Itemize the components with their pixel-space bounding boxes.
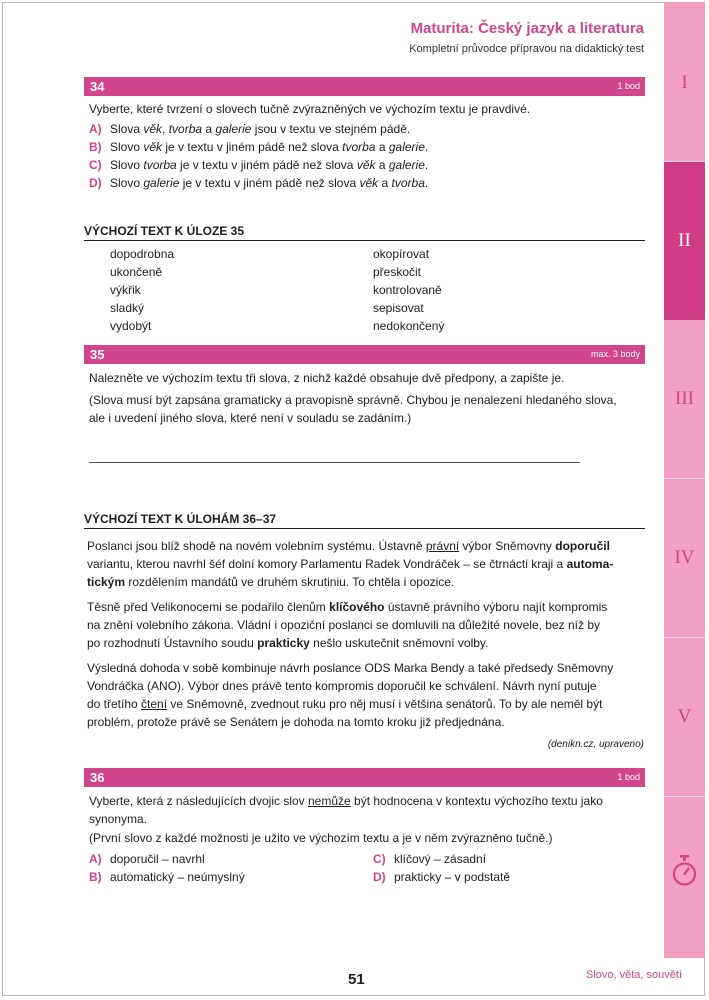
book-subtitle: Kompletní průvodce přípravou na didaktický test: [409, 43, 644, 55]
source-paragraph-2: Těsně před Velikonocemi se podařilo členům klíčového ústavně právního výboru najít kompromis na znění volebního zákona. Vládní i opoziční poslanci se domluvili na důležité novele, bez níž by po rozhodnutí Ústavního soudu prakticky nešlo uskutečnit sněmovní volby.: [87, 600, 608, 650]
tab-divider: [664, 796, 705, 797]
question-number: 36: [90, 770, 105, 785]
question-points: 1 bod: [617, 772, 640, 782]
question-points: 1 bod: [617, 81, 640, 91]
q36-option-b[interactable]: B) automatický – neúmyslný: [89, 870, 245, 884]
word-list-item: vydobýt: [110, 319, 152, 333]
q34-option-d[interactable]: D) Slovo galerie je v textu v jiném pádě než slova věk a tvorba.: [89, 176, 429, 190]
word-list-item: přeskočit: [373, 265, 422, 279]
question-36-prompt: Vyberte, která z následujících dvojic slov nemůže být hodnocena v kontextu výchozího textu jako synonyma.: [89, 794, 603, 826]
word-list-item: kontrolovaně: [373, 283, 442, 297]
stopwatch-icon[interactable]: [672, 854, 697, 888]
question-35-prompt: Nalezněte ve výchozím textu tři slova, z nichž každé obsahuje dvě předpony, a zapište je.: [89, 371, 565, 385]
question-36-header: [84, 768, 645, 787]
q34-option-c[interactable]: C) Slovo tvorba je v textu v jiném pádě než slova věk a galerie.: [89, 158, 429, 172]
chapter-name: Slovo, věta, souvětí: [586, 969, 682, 981]
q36-option-a[interactable]: A) doporučil – navrhl: [89, 852, 205, 866]
question-34-header: [84, 77, 645, 96]
word-list-item: okopírovat: [373, 247, 430, 261]
q34-option-b[interactable]: B) Slovo věk je v textu v jiném pádě než slova tvorba a galerie.: [89, 140, 429, 154]
tab-chapter-5[interactable]: V: [677, 706, 692, 727]
question-number: 34: [90, 79, 105, 94]
question-35-note: (Slova musí být zapsána gramaticky a pravopisně správně. Chybou je nenalezení hledaného slova,: [89, 393, 617, 407]
tab-chapter-4[interactable]: IV: [674, 547, 695, 568]
section-heading-36-37: VÝCHOZÍ TEXT K ÚLOHÁM 36–37: [84, 512, 645, 529]
book-title: Maturita: Český jazyk a literatura: [410, 20, 644, 37]
word-list-item: ukončeně: [110, 265, 163, 279]
word-list-item: sepisovat: [373, 301, 424, 315]
word-list-item: nedokončený: [373, 319, 445, 333]
question-35-note: ale i uvedení jiného slova, které není v souladu se zadáním.): [89, 411, 412, 425]
q34-option-a[interactable]: A) Slova věk, tvorba a galerie jsou v textu ve stejném pádě.: [89, 122, 411, 136]
chapter-tabs: [664, 2, 705, 958]
question-35-header: [84, 345, 645, 364]
word-list-item: sladký: [110, 301, 145, 315]
answer-line[interactable]: [89, 462, 580, 463]
q36-option-c[interactable]: C) klíčový – zásadní: [373, 852, 487, 866]
tab-chapter-3[interactable]: III: [675, 388, 694, 409]
question-36-note: (První slovo z každé možnosti je užito ve výchozím textu a je v něm zvýrazněno tučně.): [89, 831, 553, 845]
q36-option-d[interactable]: D) prakticky – v podstatě: [373, 870, 511, 884]
question-34-prompt: Vyberte, které tvrzení o slovech tučně zvýrazněných ve výchozím textu je pravdivé.: [89, 102, 531, 116]
tab-chapter-2[interactable]: II: [664, 162, 705, 320]
page-number: 51: [348, 971, 365, 988]
tab-chapter-1[interactable]: I: [681, 72, 688, 93]
word-list-item: dopodrobna: [110, 247, 175, 261]
source-paragraph-3: Výsledná dohoda v sobě kombinuje návrh poslance ODS Marka Bendy a také předsedy Sněmovny Vondráčka (ANO). Výbor dnes právě tento kompromis doporučil ke schválení. Návrh nyní putuje do třetího čtení ve Sněmovně, zvednout ruku pro něj musí i většina senátorů. To by ale neměl být problém, protože právě se Senátem je dohoda na tomto kroku již předjednána.: [87, 661, 614, 729]
question-points: max. 3 body: [590, 349, 640, 359]
section-heading-35: VÝCHOZÍ TEXT K ÚLOZE 35: [84, 224, 645, 241]
source-citation: (denikn.cz, upraveno): [547, 739, 644, 750]
question-number: 35: [90, 347, 105, 362]
word-list-item: výkřik: [110, 283, 141, 297]
source-paragraph-1: Poslanci jsou blíž shodě na novém volebním systému. Ústavně právní výbor Sněmovny doporučil variantu, kterou navrhl šéf dolní komory Parlamentu Radek Vondráček – se čtrnácti kraji a automa- tickým rozdělením mandátů ve druhém skrutiniu. To chtěla i opozice.: [87, 539, 614, 589]
